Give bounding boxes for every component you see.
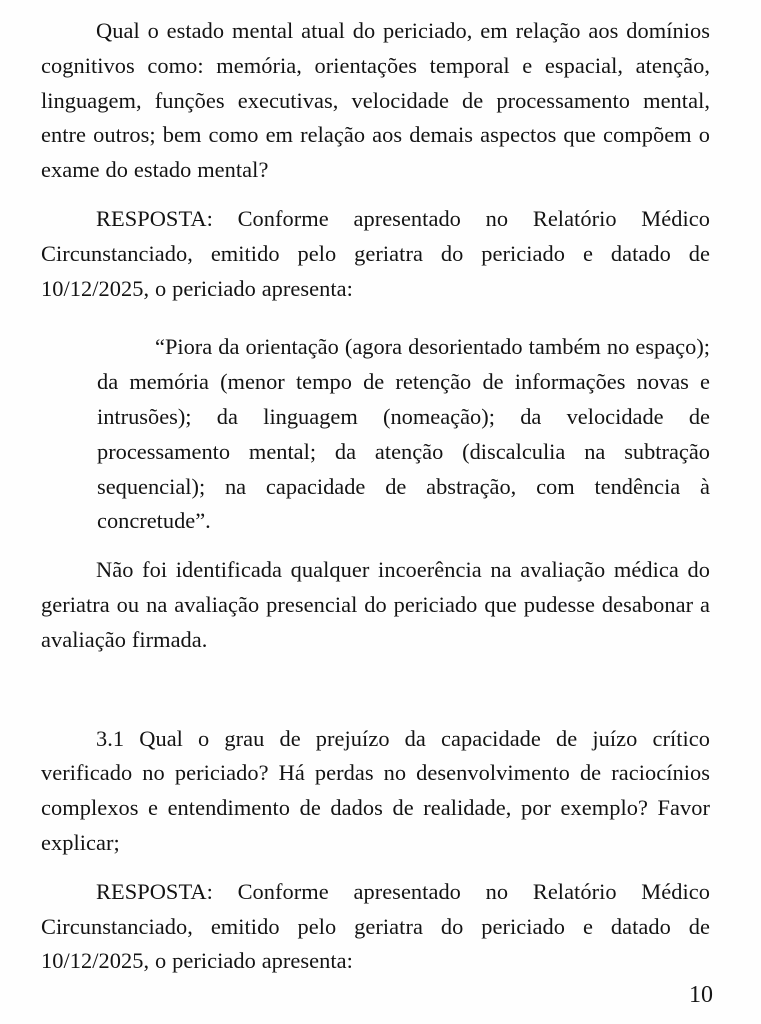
paragraph-answer-3-1-intro: RESPOSTA: Conforme apresentado no Relatório Médico Circunstanciado, emitido pelo geriatra do periciado e datado de 10/12/2025, o periciado apresenta: xyxy=(41,878,710,974)
paragraph-quoted-medical-findings: “Piora da orientação (agora desorientado também no espaço); da memória (menor tempo de retenção de informações novas e intrusões); da linguagem (nomeação); da velocidade de processamento mental; da atenção (discalculia na subtração sequencial); na capacidade de abstração, com tendência à concretude”. xyxy=(97,334,710,534)
page-number: 10 xyxy=(689,982,713,1008)
paragraph-no-incoherence-statement: Não foi identificada qualquer incoerência na avaliação médica do geriatra ou na avaliação presencial do periciado que pudesse desabonar a avaliação firmada. xyxy=(41,557,710,652)
page-content xyxy=(41,14,710,979)
paragraph-question-3-1: 3.1 Qual o grau de prejuízo da capacidade de juízo crítico verificado no periciado? Há perdas no desenvolvimento de raciocínios complexos e entendimento de dados de realidade, por exemplo? Favor explicar; xyxy=(41,725,710,855)
paragraph-question-mental-state: Qual o estado mental atual do periciado, em relação aos domínios cognitivos como: memória, orientações temporal e espacial, atenção, linguagem, funções executivas, velocidade de processamento mental, entre outros; bem como em relação aos demais aspectos que compõem o exame do estado mental? xyxy=(41,18,710,183)
section-spacer xyxy=(41,658,710,722)
blockquote-medical-findings xyxy=(41,330,710,539)
paragraph-answer-mental-state-intro: RESPOSTA: Conforme apresentado no Relatório Médico Circunstanciado, emitido pelo geriatra do periciado e datado de 10/12/2025, o periciado apresenta: xyxy=(41,205,710,301)
